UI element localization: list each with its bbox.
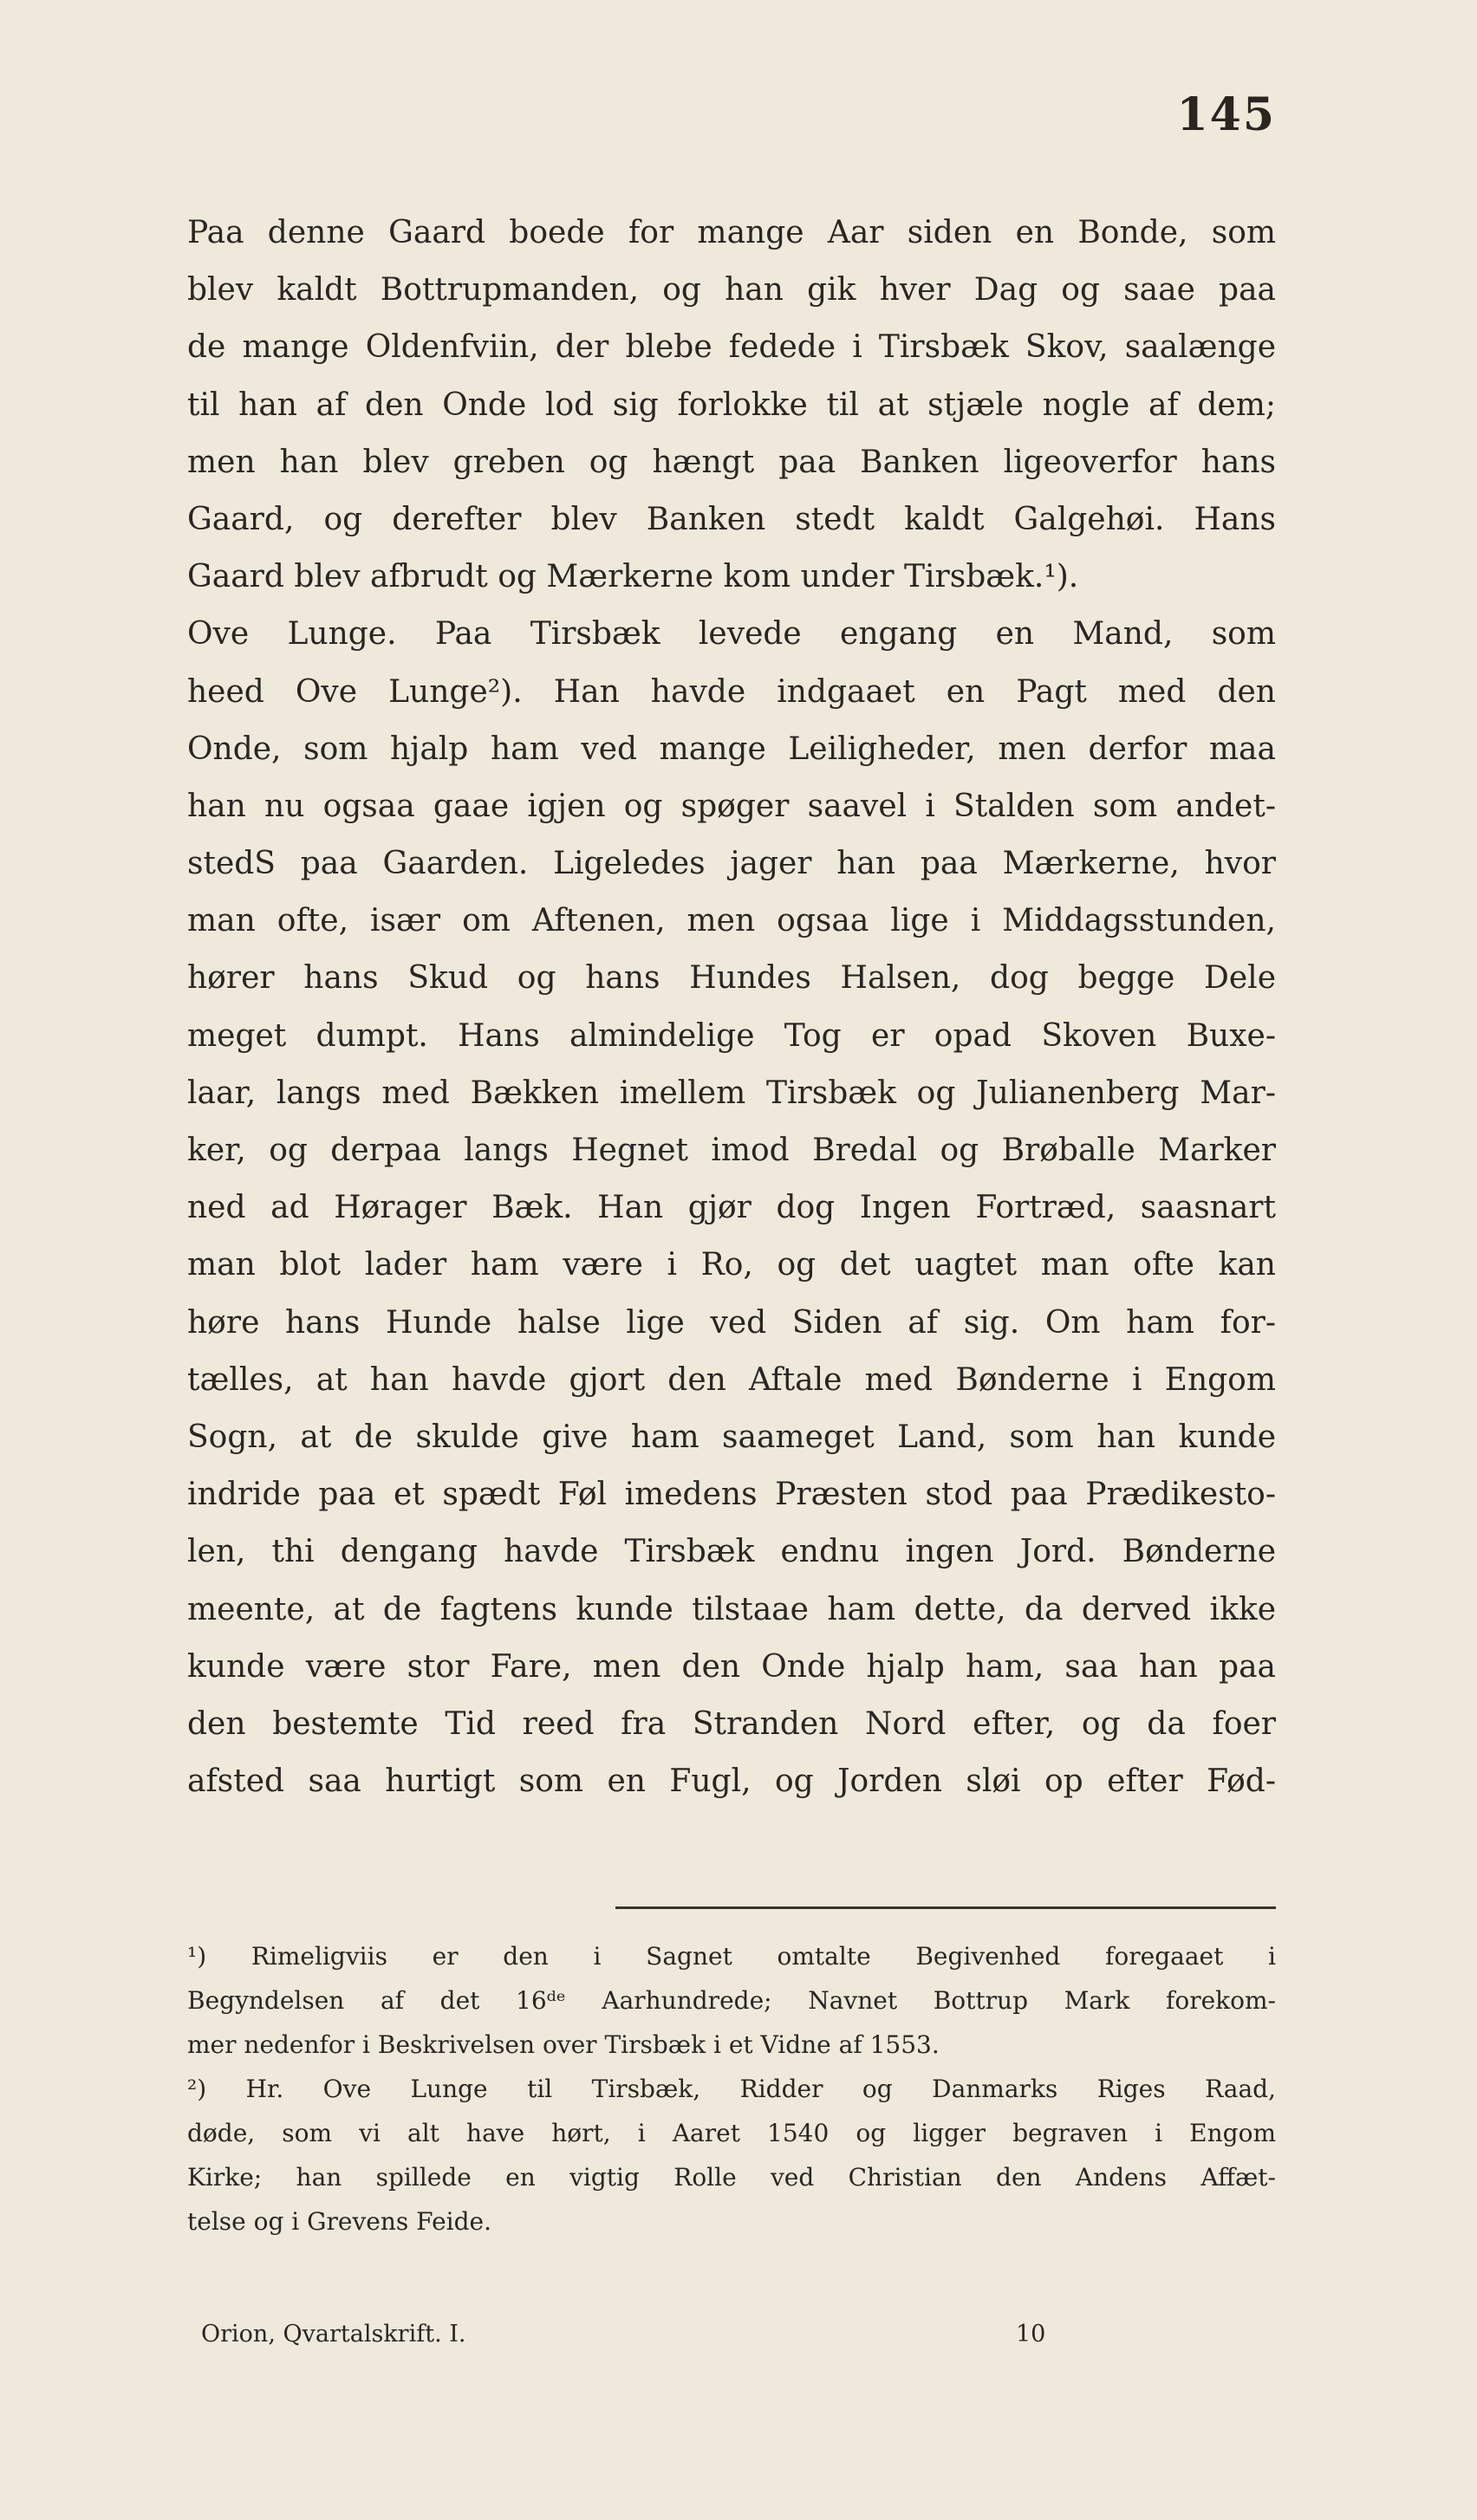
footnote-line: ²) Hr. Ove Lunge til Tirsbæk, Ridder og Danmarks Riges Raad, — [187, 2075, 1276, 2103]
text-line: men han blev greben og hængt paa Banken ligeoverfor hans — [187, 444, 1276, 480]
text-line: laar, langs med Bækken imellem Tirsbæk og Julianenberg Mar- — [187, 1075, 1276, 1111]
footnote-line: mer nedenfor i Beskrivelsen over Tirsbæk i et Vidne af 1553. — [187, 2030, 940, 2059]
text-line: heed Ove Lunge²). Han havde indgaaet en Pagt med den — [187, 673, 1276, 710]
text-line: Sogn, at de skulde give ham saameget Land, som han kunde — [187, 1419, 1276, 1455]
text-line: man ofte, især om Aftenen, men ogsaa lige i Middagsstunden, — [187, 903, 1276, 939]
page-number: 145 — [1176, 88, 1276, 141]
text-line: Onde, som hjalp ham ved mange Leiligheder, men derfor maa — [187, 731, 1276, 767]
footnote-line: døde, som vi alt have hørt, i Aaret 1540 og ligger begraven i Engom — [187, 2119, 1276, 2147]
text-line: man blot lader ham være i Ro, og det uagtet man ofte kan — [187, 1247, 1276, 1283]
text-line: len, thi dengang havde Tirsbæk endnu ingen Jord. Bønderne — [187, 1534, 1276, 1570]
text-line: meget dumpt. Hans almindelige Tog er opad Skoven Buxe- — [187, 1017, 1276, 1054]
text-line: de mange Oldenfviin, der blebe fedede i Tirsbæk Skov, saalænge — [187, 329, 1276, 366]
sheet-number: 10 — [1016, 2321, 1046, 2348]
text-line: stedS paa Gaarden. Ligeledes jager han paa Mærkerne, hvor — [187, 846, 1276, 882]
main-text — [187, 205, 1276, 1810]
footnote-line: telse og i Grevens Feide. — [187, 2207, 491, 2236]
footnote-divider — [615, 1906, 1276, 1909]
text-line: Paa denne Gaard boede for mange Aar siden en Bonde, som — [187, 215, 1276, 250]
text-line: indride paa et spædt Føl imedens Præsten stod paa Prædikesto- — [187, 1477, 1276, 1513]
text-line: til han af den Onde lod sig forlokke til at stjæle nogle af dem; — [187, 386, 1276, 423]
signature-mark: Orion, Qvartalskrift. I. — [201, 2321, 466, 2348]
text-line: meente, at de fagtens kunde tilstaae ham dette, da derved ikke — [187, 1591, 1276, 1627]
text-line: afsted saa hurtigt som en Fugl, og Jorden sløi op efter Fød- — [187, 1763, 1276, 1800]
footnote-line: Kirke; han spillede en vigtig Rolle ved Christian den Andens Affæt- — [187, 2163, 1276, 2192]
text-line: han nu ogsaa gaae igjen og spøger saavel i Stalden som andet- — [187, 788, 1276, 824]
footnote-line: Begyndelsen af det 16ᵈᵉ Aarhundrede; Navnet Bottrup Mark forekom- — [187, 1986, 1276, 2015]
text-line: den bestemte Tid reed fra Stranden Nord efter, og da foer — [187, 1705, 1276, 1742]
text-line: Ove Lunge. Paa Tirsbæk levede engang en Mand, som — [187, 616, 1276, 653]
text-line: kunde være stor Fare, men den Onde hjalp ham, saa han paa — [187, 1648, 1276, 1685]
footnote-line: ¹) Rimeligviis er den i Sagnet omtalte Begivenhed foregaaet i — [187, 1942, 1276, 1971]
footnotes — [187, 1934, 1276, 2244]
text-line: hører hans Skud og hans Hundes Halsen, dog begge Dele — [187, 960, 1276, 997]
text-line: ker, og derpaa langs Hegnet imod Bredal og Brøballe Marker — [187, 1133, 1276, 1168]
text-line: Gaard blev afbrudt og Mærkerne kom under Tirsbæk.¹). — [187, 559, 1079, 595]
text-line: ned ad Hørager Bæk. Han gjør dog Ingen Fortræd, saasnart — [187, 1190, 1276, 1226]
text-line: høre hans Hunde halse lige ved Siden af sig. Om ham for- — [187, 1304, 1276, 1341]
text-line: tælles, at han havde gjort den Aftale med Bønderne i Engom — [187, 1361, 1276, 1398]
text-line: blev kaldt Bottrupmanden, og han gik hver Dag og saae paa — [187, 272, 1276, 309]
text-line: Gaard, og derefter blev Banken stedt kaldt Galgehøi. Hans — [187, 501, 1276, 537]
